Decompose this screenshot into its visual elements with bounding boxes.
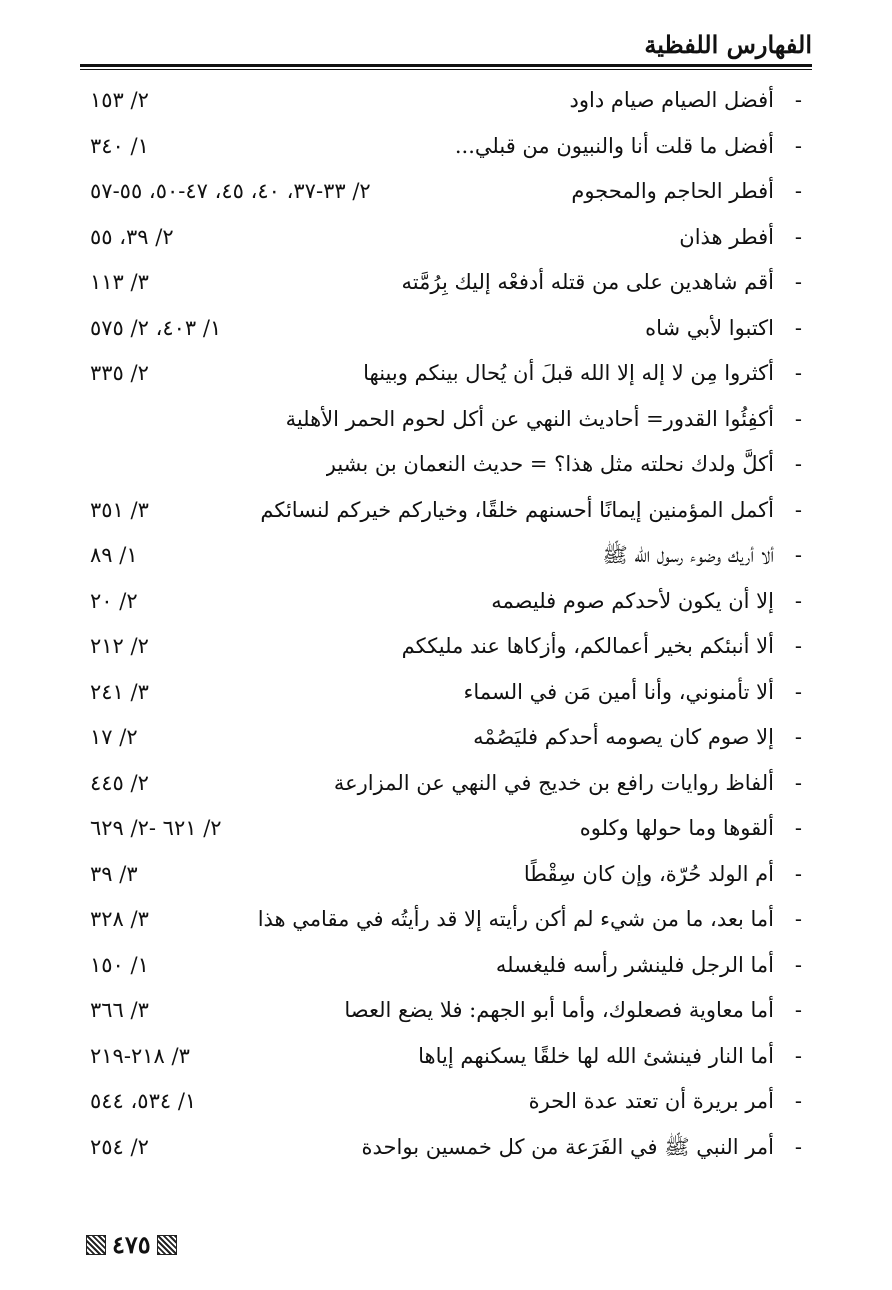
entry-dash: -	[794, 1134, 802, 1159]
ornament-icon	[157, 1235, 177, 1255]
index-entry	[80, 715, 802, 761]
entry-text: إلا صوم كان يصومه أحدكم فليَصُمْه	[473, 725, 774, 749]
index-entry	[80, 761, 802, 807]
entry-reference: ٣/ ٣٦٦	[90, 998, 149, 1022]
entry-reference: ١/ ١٥٠	[90, 952, 149, 977]
index-entry	[80, 215, 802, 261]
entry-dash: -	[794, 1043, 802, 1068]
entry-dash: -	[794, 406, 802, 431]
entry-reference: ٢/ ١٥٣	[90, 88, 149, 112]
entry-text: ألقوها وما حولها وكلوه	[579, 816, 774, 840]
entry-dash: -	[794, 224, 802, 249]
entry-dash: -	[794, 861, 802, 886]
index-entry	[80, 488, 802, 534]
entry-reference: ١/ ٤٠٣، ٢/ ٥٧٥	[90, 315, 222, 340]
index-entry	[80, 624, 802, 670]
index-entry	[80, 442, 802, 488]
entry-dash: -	[794, 452, 802, 476]
entry-text: أكفِئُوا القدور= أحاديث النهي عن أكل لحوم الحمر الأهلية	[285, 406, 774, 431]
index-entry	[80, 351, 802, 397]
entry-reference: ٢/ ٢٠	[90, 588, 138, 613]
header-rule	[80, 64, 812, 67]
page-number: ٤٧٥	[112, 1230, 151, 1259]
entry-text: أما بعد، ما من شيء لم أكن رأيته إلا قد رأيتُه في مقامي هذا	[257, 907, 774, 931]
index-entry	[80, 579, 802, 625]
entry-text: ألفاظ روايات رافع بن خديج في النهي عن المزارعة	[333, 770, 774, 795]
entry-reference: ٢/ ٣٩، ٥٥	[90, 224, 174, 249]
index-entry	[80, 943, 802, 989]
index-entry	[80, 1079, 802, 1125]
index-entry	[80, 533, 802, 579]
index-entry	[80, 806, 802, 852]
entry-text: أما معاوية فصعلوك، وأما أبو الجهم: فلا يضع العصا	[344, 998, 774, 1022]
entry-text: اكتبوا لأبي شاه	[645, 315, 774, 340]
entry-dash: -	[794, 361, 802, 385]
entry-reference: ١/ ٨٩	[90, 543, 138, 567]
entry-reference: ٢/ ٣٣-٣٧، ٤٠، ٤٥، ٤٧-٥٠، ٥٥-٥٧	[90, 179, 371, 203]
entry-reference: ٣/ ١١٣	[90, 270, 149, 294]
entry-dash: -	[794, 88, 802, 112]
entry-reference: ٣/ ٣٩	[90, 861, 138, 886]
entry-dash: -	[794, 998, 802, 1022]
index-entry	[80, 124, 802, 170]
entry-text: أم الولد حُرّة، وإن كان سِقْطًا	[523, 861, 774, 886]
ornament-icon	[86, 1235, 106, 1255]
index-entry	[80, 169, 802, 215]
index-entry	[80, 78, 802, 124]
entry-text: أما الرجل فلينشر رأسه فليغسله	[495, 952, 774, 977]
entry-reference: ٢/ ٦٢١ -٢/ ٦٢٩	[90, 816, 222, 840]
entry-reference: ٣/ ٣٢٨	[90, 907, 149, 931]
entry-reference: ١/ ٣٤٠	[90, 133, 149, 158]
index-entry	[80, 260, 802, 306]
index-entry	[80, 397, 802, 443]
page-footer	[86, 1228, 177, 1262]
entry-reference: ٣/ ٢١٨-٢١٩	[90, 1043, 190, 1068]
entry-reference: ١/ ٥٣٤، ٥٤٤	[90, 1089, 197, 1113]
entry-text: أكثروا مِن لا إله إلا الله قبلَ أن يُحال بينكم وبينها	[363, 361, 774, 385]
index-entry	[80, 670, 802, 716]
entry-dash: -	[794, 133, 802, 158]
index-entry	[80, 1034, 802, 1080]
index-entry	[80, 988, 802, 1034]
entry-text: أكلَّ ولدك نحلته مثل هذا؟ = حديث النعمان بن بشير	[325, 452, 774, 476]
entry-text: إلا أن يكون لأحدكم صوم فليصمه	[491, 588, 774, 613]
entry-text: أقم شاهدين على من قتله أدفعْه إليك بِرُمَّته	[401, 270, 774, 294]
entry-dash: -	[794, 1089, 802, 1113]
index-entry	[80, 306, 802, 352]
entry-dash: -	[794, 816, 802, 840]
entry-dash: -	[794, 770, 802, 795]
entry-reference: ٣/ ٣٥١	[90, 497, 149, 522]
entry-reference: ٢/ ٢٥٤	[90, 1134, 149, 1159]
index-entry	[80, 897, 802, 943]
entry-reference: ٢/ ٢١٢	[90, 634, 149, 658]
entry-text: أفطر هذان	[679, 224, 774, 249]
entry-dash: -	[794, 543, 802, 567]
entry-reference: ٣/ ٢٤١	[90, 679, 149, 704]
entry-dash: -	[794, 270, 802, 294]
entry-dash: -	[794, 679, 802, 704]
entry-reference: ٢/ ٣٣٥	[90, 361, 149, 385]
entry-text: ألا أنبئكم بخير أعمالكم، وأزكاها عند مليككم	[401, 634, 774, 658]
entry-text: أكمل المؤمنين إيمانًا أحسنهم خلقًا، وخياركم خيركم لنسائكم	[260, 497, 774, 522]
header-rule-thin	[80, 69, 812, 70]
entry-text: أما النار فينشئ الله لها خلقًا يسكنهم إياها	[418, 1043, 774, 1068]
entry-dash: -	[794, 634, 802, 658]
entry-dash: -	[794, 952, 802, 977]
index-entry	[80, 1125, 802, 1171]
entry-text: أمر بريرة أن تعتد عدة الحرة	[528, 1089, 774, 1113]
entry-reference: ٢/ ٤٤٥	[90, 770, 149, 795]
entry-text: ألا تأمنوني، وأنا أمين مَن في السماء	[463, 679, 774, 704]
entry-dash: -	[794, 725, 802, 749]
hadith-index-list	[80, 78, 802, 1170]
entry-text: ألا أريك وضوء رسول الله ﷺ	[602, 543, 774, 567]
entry-text: أفطر الحاجم والمحجوم	[571, 179, 774, 203]
entry-dash: -	[794, 907, 802, 931]
entry-dash: -	[794, 315, 802, 340]
page-header-title: الفهارس اللفظية	[644, 30, 812, 59]
entry-text: أفضل الصيام صيام داود	[569, 88, 774, 112]
entry-dash: -	[794, 588, 802, 613]
entry-text: أفضل ما قلت أنا والنبيون من قبلي...	[454, 133, 774, 158]
index-entry	[80, 852, 802, 898]
entry-dash: -	[794, 179, 802, 203]
entry-reference: ٢/ ١٧	[90, 725, 138, 749]
entry-dash: -	[794, 497, 802, 522]
entry-text: أمر النبي ﷺ في الفَرَعة من كل خمسين بواحدة	[361, 1134, 774, 1159]
